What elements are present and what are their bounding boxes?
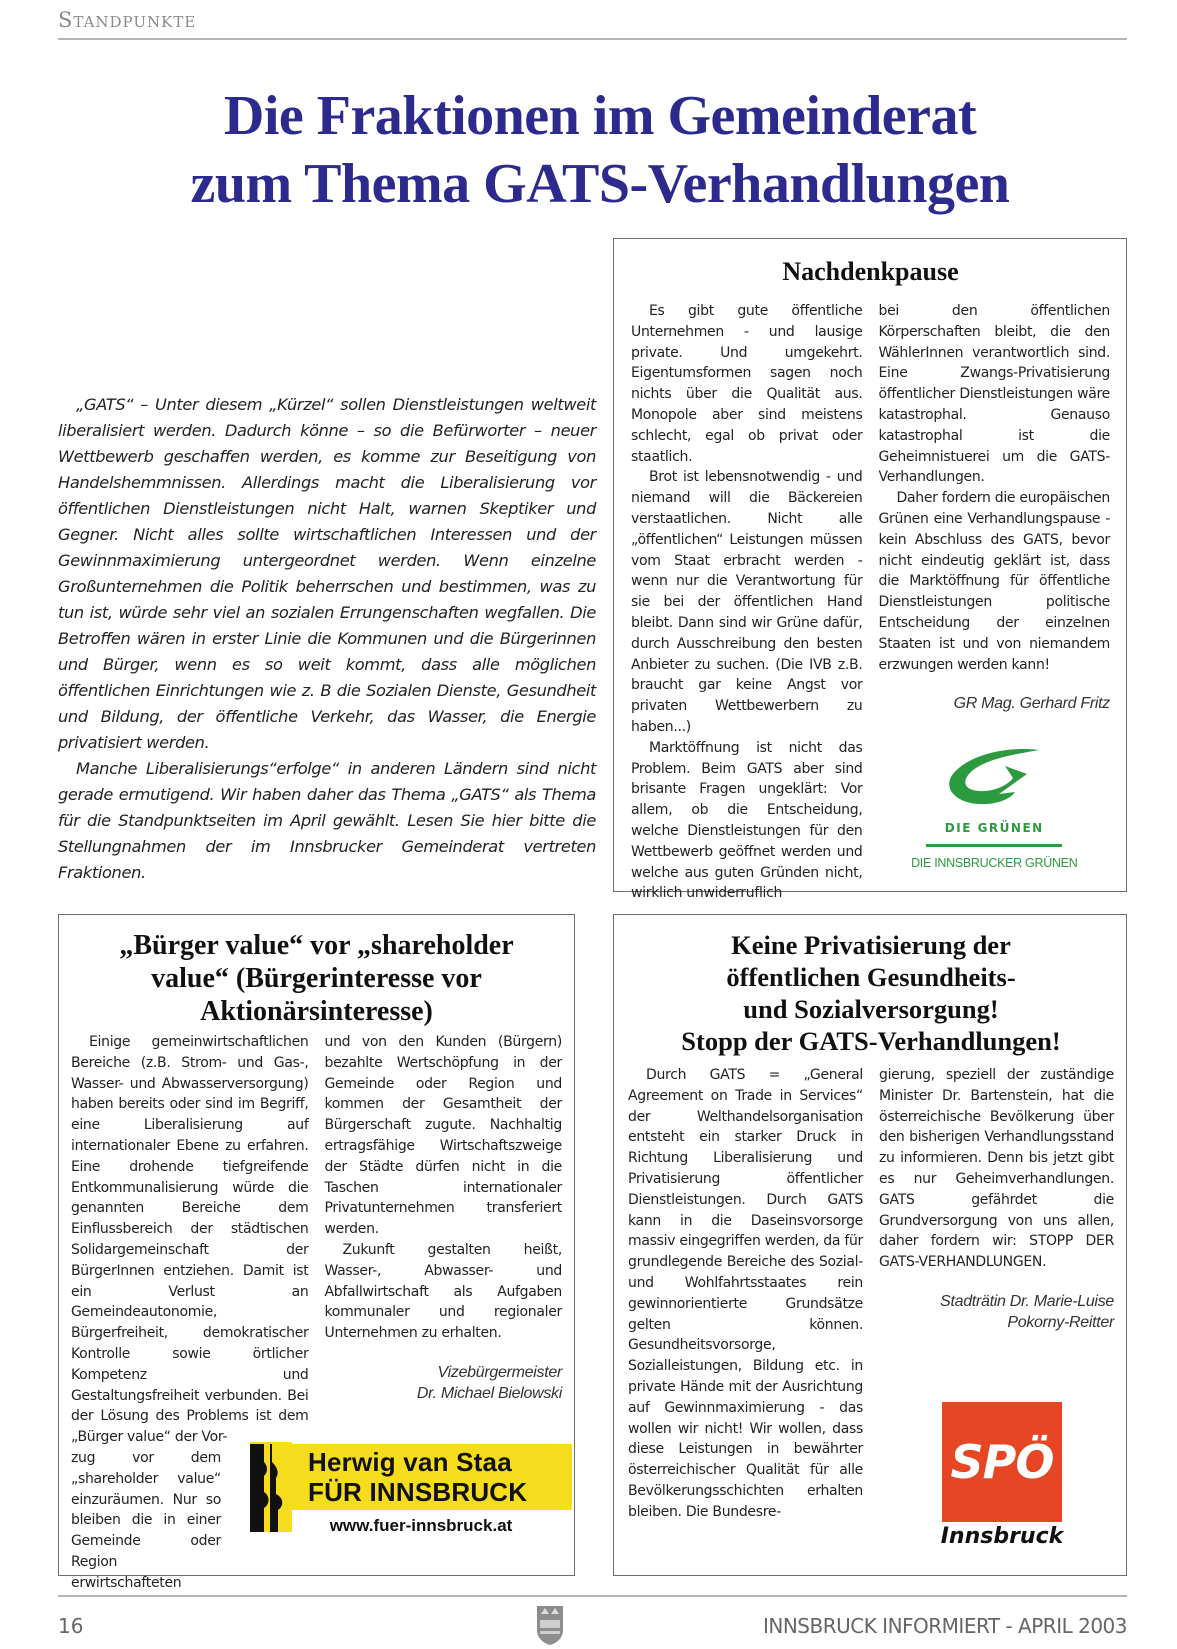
paragraph: Durch GATS = „General Agreement on Trade in Services“ der Welthandelsorganisation entsteht ein starker Druck in Richtung Liberalisierung und Privatisierung öffentlicher Dienstleistungen. Durch GATS kann in die Daseinsvorsorge massiv eingegriffen werden, da für grundlegende Bereiche des Sozial- und Wohlfahrtsstaates rein gewinnorientierte Grundsätze gelten können. Gesundheitsvorsorge, Sozialleistungen, Bildung etc. in private Hände mit der Ausrichtung auf Gewinnmaximierung - das wollen wir nicht! Wir wollen, dass diese Leistungen in bewährter österreichischer Qualität für alle Bevölkerungsschichten erhalten bleiben. Die Bundesre- bbox=[628, 1067, 863, 1520]
spoe-logo bbox=[942, 1402, 1062, 1549]
section-label: Standpunkte bbox=[58, 8, 197, 32]
gruene-logo-subtitle: DIE INNSBRUCKER GRÜNEN bbox=[911, 856, 1078, 871]
title-line-2: zum Thema GATS-Verhandlungen bbox=[190, 153, 1010, 215]
oevp-title-line: value“ (Bürgerinteresse vor bbox=[151, 963, 482, 994]
paragraph: bei den öffentlichen Körperschaften bleibt, die den WählerInnen verantwortlich sind. Eine Zwangs-Privatisierung öffentlicher Dienstleistungen wäre katastrophal. Genauso katastrophal ist die Geheimnistuerei um die GATS-Verhandlungen. bbox=[878, 303, 1110, 486]
spoe-title bbox=[628, 929, 1114, 1057]
tower-icon bbox=[250, 1442, 292, 1532]
paragraph: Einige gemeinwirtschaftlichen Bereiche (z.B. Strom- und Gas-, Wasser- und Abwasserversorgung) haben bereits oder sind im Begriff, eine Liberalisierung auf internationaler Ebene zu erfahren. Eine drohende tiefgreifende Entkommunalisierung würde die genannten Bereiche dem Einflussbereich der städtischen Solidargemeinschaft der BürgerInnen entziehen. Damit ist ein Verlust an Gemeindeautonomie, Bürgerfreiheit, demokratischer Kontrolle sowie örtlicher Kompetenz und Gestaltungsfreiheit verbunden. Bei der Lösung des Problems ist dem „Bürger value“ der Vor- bbox=[71, 1034, 309, 1446]
ad-url[interactable]: www.fuer-innsbruck.at bbox=[329, 1516, 513, 1535]
spoe-title-line: und Sozialversorgung! bbox=[743, 994, 999, 1024]
gruene-logo-name: DIE GRÜNEN bbox=[944, 821, 1044, 836]
paragraph: Daher fordern die europäischen Grünen eine Verhandlungspause - kein Abschluss des GATS, bevor nicht eindeutig geklärt ist, dass die Marktöffnung für öffentliche Dienstleistungen politische Entscheidung der einzelnen Staaten ist und von niemandem erzwungen werden kann! bbox=[878, 490, 1110, 673]
van-staa-ad bbox=[250, 1444, 572, 1538]
innsbruck-crest-icon bbox=[535, 1604, 565, 1646]
intro-text bbox=[58, 392, 596, 886]
paragraph: Es gibt gute öffentliche Unternehmen - und lausige private. Und umgekehrt. Eigentumsformen sagen noch nichts über die Qualität aus. Monopole aber sind meistens schlecht, egal ob privat oder staatlich. bbox=[631, 303, 863, 465]
gruene-statement-box bbox=[613, 238, 1127, 902]
top-divider bbox=[58, 38, 1127, 40]
paragraph: Zukunft gestalten heißt, Wasser-, Abwasser- und Abfallwirtschaft als Aufgaben kommunaler und regionaler Unternehmen zu erhalten. bbox=[324, 1241, 562, 1342]
oevp-title-line: „Bürger value“ vor „shareholder bbox=[119, 930, 514, 961]
publication-footer: INNSBRUCK INFORMIERT - APRIL 2003 bbox=[762, 1614, 1127, 1638]
ad-banner bbox=[250, 1444, 572, 1510]
paragraph: und von den Kunden (Bürgern) bezahlte Wertschöpfung in der Gemeinde oder Region und kommen der Gesamtheit der Bürgerschaft zugute. Nachhaltig ertragsfähige Wirtschaftszweige der Städte dürfen nicht in die Taschen internationaler Privatunternehmen transferiert werden. bbox=[324, 1034, 562, 1238]
ad-line-1: Herwig van Staa bbox=[308, 1447, 512, 1477]
paragraph: Marktöffnung ist nicht das Problem. Beim GATS aber sind brisante Fragen ungeklärt: Vor allem, ob die Entscheidung, welche Dienstleistungen für den Wettbewerb geöffnet werden und welche aus guten Gründen nicht, wirklich unwiderruflich bbox=[631, 739, 863, 902]
spoe-title-line: öffentlichen Gesundheits- bbox=[726, 962, 1016, 992]
gruene-signature: GR Mag. Gerhard Fritz bbox=[953, 695, 1110, 713]
gruene-column-2 bbox=[879, 301, 1111, 904]
signature-title: Vizebürgermeister bbox=[437, 1363, 562, 1381]
gruene-logo-rule bbox=[926, 844, 1062, 847]
ad-text bbox=[308, 1447, 527, 1507]
spoe-logo-mark: SPÖ bbox=[942, 1402, 1062, 1522]
spoe-column-1 bbox=[628, 1065, 863, 1523]
gruene-title: Nachdenkpause bbox=[782, 257, 959, 286]
spoe-title-line: Keine Privatisierung der bbox=[731, 930, 1011, 960]
intro-paragraph: „GATS“ – Unter diesem „Kürzel“ sollen Dienstleistungen weltweit liberalisiert werden. Dadurch könne – so die Befürworter – neuer Wettbewerb geschaffen werden, es komme zur Beseitigung von Handelshemmnissen. Allerdings macht die Liberalisierung vor öffentlichen Dienstleistungen nicht Halt, warnen Skeptiker und Gegner. Nicht alles sollte wirtschaftlichen Interessen und der Gewinnmaximierung untergeordnet werden. Wenn einzelne Großunternehmen die Politik beherrschen und bestimmen, was zu tun ist, würde sehr viel an sozialen Errungenschaften wegfallen. Die Betroffen wären in erster Linie die Kommunen und die Bürgerinnen und Bürger, wenn es so weit kommt, dass alle möglichen öffentlichen Einrichtungen wie z. B die Sozialen Dienste, Gesundheit und Bildung, der öffentliche Verkehr, das Wasser, die Energie privatisiert werden. bbox=[58, 395, 596, 752]
gruene-logo bbox=[879, 744, 1111, 874]
page-number: 16 bbox=[58, 1614, 84, 1638]
signature-title: Stadträtin Dr. Marie-Luise bbox=[940, 1292, 1114, 1310]
gruene-column-1 bbox=[631, 301, 863, 904]
paragraph: Brot ist lebensnotwendig - und niemand will die Bäckereien verstaatlichen. Nicht alle „öffentlichen“ Leistungen müssen vom Staat erbracht werden - wenn nur die Verantwortung für sie bei der öffentlichen Hand bleibt. Dann sind wir Grüne dafür, durch Ausschreibung den besten Anbieter zu suchen. (Die IVB z.B. braucht gar keine Angst vor privaten Wettbewerbern zu haben...) bbox=[631, 469, 863, 735]
oevp-title-line: Aktionärsinteresse) bbox=[200, 996, 433, 1027]
spoe-logo-city: Innsbruck bbox=[940, 1524, 1064, 1549]
intro-paragraph: Manche Liberalisierungs“erfolge“ in anderen Ländern sind nicht gerade ermutigend. Wir haben daher das Thema „GATS“ als Thema für die Standpunktseiten im April gewählt. Lesen Sie hier bitte die Stellungnahmen der im Innsbrucker Gemeinderat vertreten Fraktionen. bbox=[58, 759, 596, 882]
signature-name: Dr. Michael Bielowski bbox=[416, 1384, 562, 1402]
page-title bbox=[40, 82, 1160, 218]
gruene-g-icon bbox=[939, 744, 1049, 814]
oevp-title bbox=[71, 929, 562, 1028]
bottom-divider bbox=[58, 1595, 1127, 1597]
ad-line-2: FÜR INNSBRUCK bbox=[308, 1477, 528, 1507]
paragraph: gierung, speziell der zuständige Minister Dr. Bartenstein, hat die österreichische Bevölkerung über den bisherigen Verhandlungsstand zu informieren. Denn bis jetzt gibt es nur Geheimverhandlungen. GATS gefährdet die Grundversorgung von uns allen, daher fordern wir: STOPP DER GATS-VERHANDLUNGEN. bbox=[879, 1067, 1114, 1271]
spoe-signature bbox=[879, 1291, 1114, 1333]
spoe-title-line: Stopp der GATS-Verhandlungen! bbox=[681, 1026, 1061, 1056]
title-line-1: Die Fraktionen im Gemeinderat bbox=[223, 85, 977, 147]
paragraph: zug vor dem „shareholder value“ einzuräumen. Nur so bleiben die in einer Gemeinde oder Region erwirtschafteten bbox=[71, 1449, 221, 1591]
signature-name: Pokorny-Reitter bbox=[1007, 1313, 1114, 1331]
oevp-signature bbox=[325, 1362, 563, 1404]
